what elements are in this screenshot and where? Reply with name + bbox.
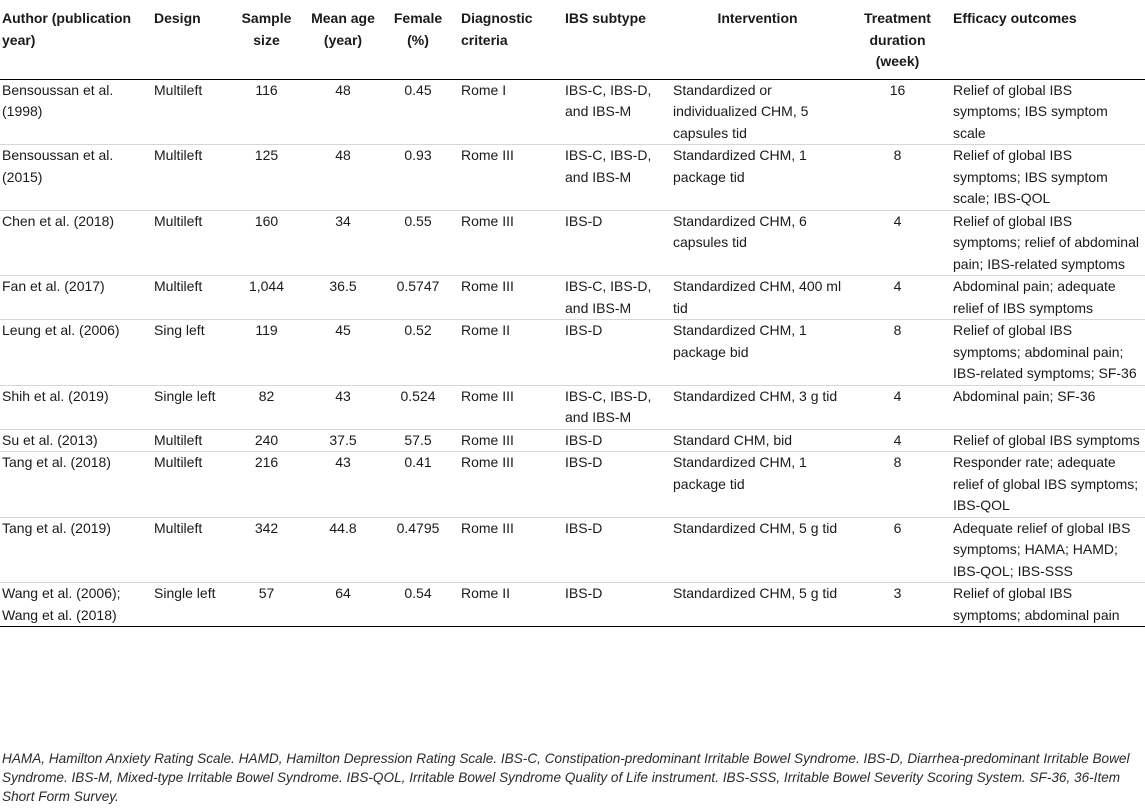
cell-author: Bensoussan et al. (2015) [0,145,150,211]
cell-treatment-duration: 16 [846,79,949,145]
cell-diagnostic-criteria: Rome III [457,429,561,452]
cell-efficacy-outcomes: Relief of global IBS symptoms; abdominal pain [949,583,1145,627]
table-row [0,145,1145,211]
header-female: Female (%) [379,0,457,79]
cell-efficacy-outcomes: Responder rate; adequate relief of global IBS symptoms; IBS-QOL [949,452,1145,518]
header-row [0,0,1145,79]
cell-design: Multileft [150,452,226,518]
cell-mean-age: 44.8 [307,517,379,583]
cell-design: Multileft [150,145,226,211]
table-row [0,452,1145,518]
cell-treatment-duration: 6 [846,517,949,583]
cell-author: Tang et al. (2019) [0,517,150,583]
cell-treatment-duration: 8 [846,452,949,518]
cell-sample-size: 125 [226,145,307,211]
cell-design: Multileft [150,429,226,452]
cell-female: 0.54 [379,583,457,627]
cell-ibs-subtype: IBS-D [561,452,669,518]
cell-sample-size: 240 [226,429,307,452]
header-mean-age: Mean age (year) [307,0,379,79]
cell-sample-size: 82 [226,385,307,429]
cell-intervention: Standardized CHM, 3 g tid [669,385,846,429]
cell-treatment-duration: 4 [846,210,949,276]
cell-author: Leung et al. (2006) [0,320,150,386]
cell-author: Chen et al. (2018) [0,210,150,276]
cell-female: 57.5 [379,429,457,452]
cell-author: Tang et al. (2018) [0,452,150,518]
cell-intervention: Standardized CHM, 6 capsules tid [669,210,846,276]
cell-sample-size: 57 [226,583,307,627]
cell-intervention: Standardized CHM, 1 package bid [669,320,846,386]
table-footnote: HAMA, Hamilton Anxiety Rating Scale. HAMD, Hamilton Depression Rating Scale. IBS-C, Constipation-predominant Irritable Bowel Syndrome. IBS-D, Diarrhea-predominant Irritable Bowel Syndrome. IBS-M, Mixed-type Irritable Bowel Syndrome. IBS-QOL, Irritable Bowel Syndrome Quality of Life instrument. IBS-SSS, Irritable Bowel Severity Scoring System. SF-36, 36-Item Short Form Survey. [2,751,1130,804]
cell-female: 0.524 [379,385,457,429]
cell-design: Multileft [150,210,226,276]
cell-sample-size: 216 [226,452,307,518]
table-body [0,79,1145,627]
cell-female: 0.52 [379,320,457,386]
cell-diagnostic-criteria: Rome III [457,210,561,276]
cell-mean-age: 48 [307,145,379,211]
header-design: Design [150,0,226,79]
header-ibs-subtype: IBS subtype [561,0,669,79]
header-treatment-duration: Treatment duration (week) [846,0,949,79]
table-row [0,429,1145,452]
cell-design: Multileft [150,276,226,320]
cell-sample-size: 342 [226,517,307,583]
cell-ibs-subtype: IBS-D [561,320,669,386]
cell-female: 0.93 [379,145,457,211]
cell-author: Bensoussan et al. (1998) [0,79,150,145]
cell-author: Wang et al. (2006); Wang et al. (2018) [0,583,150,627]
cell-intervention: Standardized or individualized CHM, 5 capsules tid [669,79,846,145]
cell-treatment-duration: 4 [846,385,949,429]
table-row [0,320,1145,386]
cell-intervention: Standard CHM, bid [669,429,846,452]
cell-treatment-duration: 4 [846,276,949,320]
cell-design: Sing left [150,320,226,386]
cell-diagnostic-criteria: Rome II [457,320,561,386]
table-row [0,583,1145,627]
cell-efficacy-outcomes: Relief of global IBS symptoms; IBS symptom scale; IBS-QOL [949,145,1145,211]
table-row [0,276,1145,320]
cell-treatment-duration: 8 [846,320,949,386]
cell-efficacy-outcomes: Abdominal pain; SF-36 [949,385,1145,429]
table-row [0,79,1145,145]
cell-design: Single left [150,583,226,627]
cell-design: Multileft [150,79,226,145]
cell-mean-age: 64 [307,583,379,627]
cell-mean-age: 37.5 [307,429,379,452]
cell-sample-size: 1,044 [226,276,307,320]
cell-ibs-subtype: IBS-C, IBS-D, and IBS-M [561,145,669,211]
cell-female: 0.4795 [379,517,457,583]
table-row [0,385,1145,429]
cell-intervention: Standardized CHM, 5 g tid [669,583,846,627]
cell-treatment-duration: 4 [846,429,949,452]
cell-mean-age: 36.5 [307,276,379,320]
cell-diagnostic-criteria: Rome II [457,583,561,627]
header-author: Author (publication year) [0,0,150,79]
cell-female: 0.55 [379,210,457,276]
cell-ibs-subtype: IBS-C, IBS-D, and IBS-M [561,79,669,145]
cell-efficacy-outcomes: Relief of global IBS symptoms; IBS symptom scale [949,79,1145,145]
cell-diagnostic-criteria: Rome III [457,385,561,429]
table-header [0,0,1145,79]
cell-mean-age: 48 [307,79,379,145]
cell-treatment-duration: 3 [846,583,949,627]
header-sample-size: Sample size [226,0,307,79]
cell-female: 0.5747 [379,276,457,320]
header-diagnostic-criteria: Diagnostic criteria [457,0,561,79]
cell-efficacy-outcomes: Relief of global IBS symptoms; abdominal pain; IBS-related symptoms; SF-36 [949,320,1145,386]
cell-diagnostic-criteria: Rome III [457,276,561,320]
table-row [0,517,1145,583]
cell-design: Multileft [150,517,226,583]
cell-sample-size: 116 [226,79,307,145]
cell-intervention: Standardized CHM, 5 g tid [669,517,846,583]
cell-mean-age: 43 [307,452,379,518]
cell-mean-age: 43 [307,385,379,429]
cell-efficacy-outcomes: Relief of global IBS symptoms [949,429,1145,452]
header-efficacy-outcomes: Efficacy outcomes [949,0,1145,79]
cell-efficacy-outcomes: Abdominal pain; adequate relief of IBS symptoms [949,276,1145,320]
cell-ibs-subtype: IBS-C, IBS-D, and IBS-M [561,276,669,320]
cell-ibs-subtype: IBS-C, IBS-D, and IBS-M [561,385,669,429]
cell-diagnostic-criteria: Rome III [457,145,561,211]
cell-diagnostic-criteria: Rome I [457,79,561,145]
cell-author: Su et al. (2013) [0,429,150,452]
cell-diagnostic-criteria: Rome III [457,517,561,583]
cell-female: 0.45 [379,79,457,145]
cell-intervention: Standardized CHM, 1 package tid [669,452,846,518]
cell-author: Shih et al. (2019) [0,385,150,429]
cell-ibs-subtype: IBS-D [561,583,669,627]
cell-intervention: Standardized CHM, 1 package tid [669,145,846,211]
cell-mean-age: 45 [307,320,379,386]
cell-treatment-duration: 8 [846,145,949,211]
cell-efficacy-outcomes: Relief of global IBS symptoms; relief of abdominal pain; IBS-related symptoms [949,210,1145,276]
cell-design: Single left [150,385,226,429]
cell-female: 0.41 [379,452,457,518]
cell-author: Fan et al. (2017) [0,276,150,320]
cell-ibs-subtype: IBS-D [561,210,669,276]
cell-sample-size: 119 [226,320,307,386]
cell-diagnostic-criteria: Rome III [457,452,561,518]
cell-intervention: Standardized CHM, 400 ml tid [669,276,846,320]
table-row [0,210,1145,276]
cell-mean-age: 34 [307,210,379,276]
cell-sample-size: 160 [226,210,307,276]
cell-ibs-subtype: IBS-D [561,429,669,452]
header-intervention: Intervention [669,0,846,79]
cell-ibs-subtype: IBS-D [561,517,669,583]
cell-efficacy-outcomes: Adequate relief of global IBS symptoms; HAMA; HAMD; IBS-QOL; IBS-SSS [949,517,1145,583]
